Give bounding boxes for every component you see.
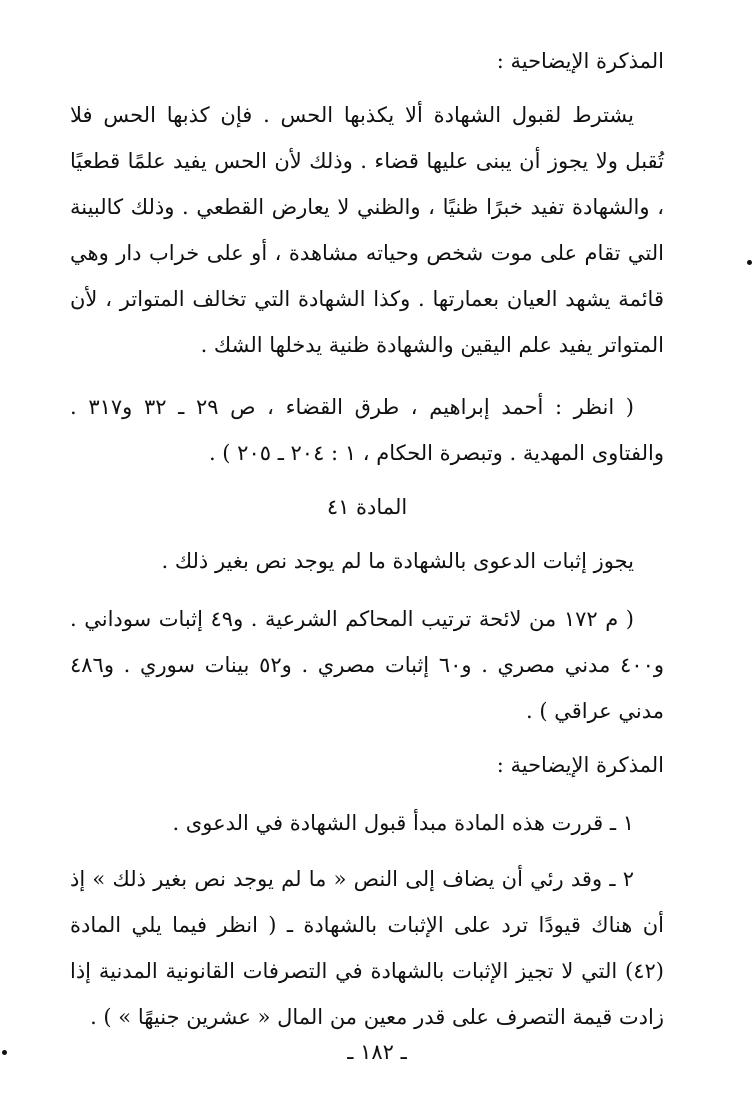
- explanatory-paragraph: يشترط لقبول الشهادة ألا يكذبها الحس . فإن كذبها الحس فلا تُقبل ولا يجوز أن يبنى عليها قضاء . وذلك لأن الحس يفيد علمًا قطعيًا ، والشهادة تفيد خبرًا ظنيًا ، والظني لا يعارض القطعي . وذلك كالبينة التي تقام على موت شخص وحياته مشاهدة ، أو على خراب دار وهي قائمة يشهد العيان بعمارتها . وكذا الشهادة التي تخالف المتواتر ، لأن المتواتر يفيد علم اليقين والشهادة ظنية يدخلها الشك .: [70, 103, 664, 357]
- reference-note-1: ( انظر : أحمد إبراهيم ، طرق القضاء ، ص ٢٩ ـ ٣٢ و٣١٧ . والفتاوى المهدية . وتبصرة الحكام ، ١ : ٢٠٤ ـ ٢٠٥ ) .: [70, 395, 664, 465]
- page-number: ـ ١٨٢ ـ: [347, 1040, 407, 1064]
- explanatory-memo-heading-2: المذكرة الإيضاحية :: [496, 753, 664, 777]
- article-text: يجوز إثبات الدعوى بالشهادة ما لم يوجد نص بغير ذلك .: [161, 549, 634, 573]
- memo-item-1: ١ ـ قررت هذه المادة مبدأ قبول الشهادة في الدعوى .: [172, 811, 634, 835]
- margin-dot-mark: [747, 260, 752, 265]
- article-title: المادة ٤١: [326, 495, 408, 519]
- margin-dot-mark: [2, 1050, 7, 1055]
- memo-item-2: ٢ ـ وقد رئي أن يضاف إلى النص « ما لم يوجد نص بغير ذلك » إذ أن هناك قيودًا ترد على الإثبات بالشهادة ـ ( انظر فيما يلي المادة (٤٢) التي لا تجيز الإثبات بالشهادة في التصرفات القانونية المدنية إذا زادت قيمة التصرف على قدر معين من المال « عشرين جنيهًا » ) .: [70, 867, 664, 1029]
- explanatory-memo-heading-1: المذكرة الإيضاحية :: [496, 49, 664, 73]
- reference-note-2: ( م ١٧٢ من لائحة ترتيب المحاكم الشرعية . و٤٩ إثبات سوداني . و٤٠٠ مدني مصري . و٦٠ إثبات مصري . و٥٢ بينات سوري . و٤٨٦ مدني عراقي ) .: [70, 607, 665, 723]
